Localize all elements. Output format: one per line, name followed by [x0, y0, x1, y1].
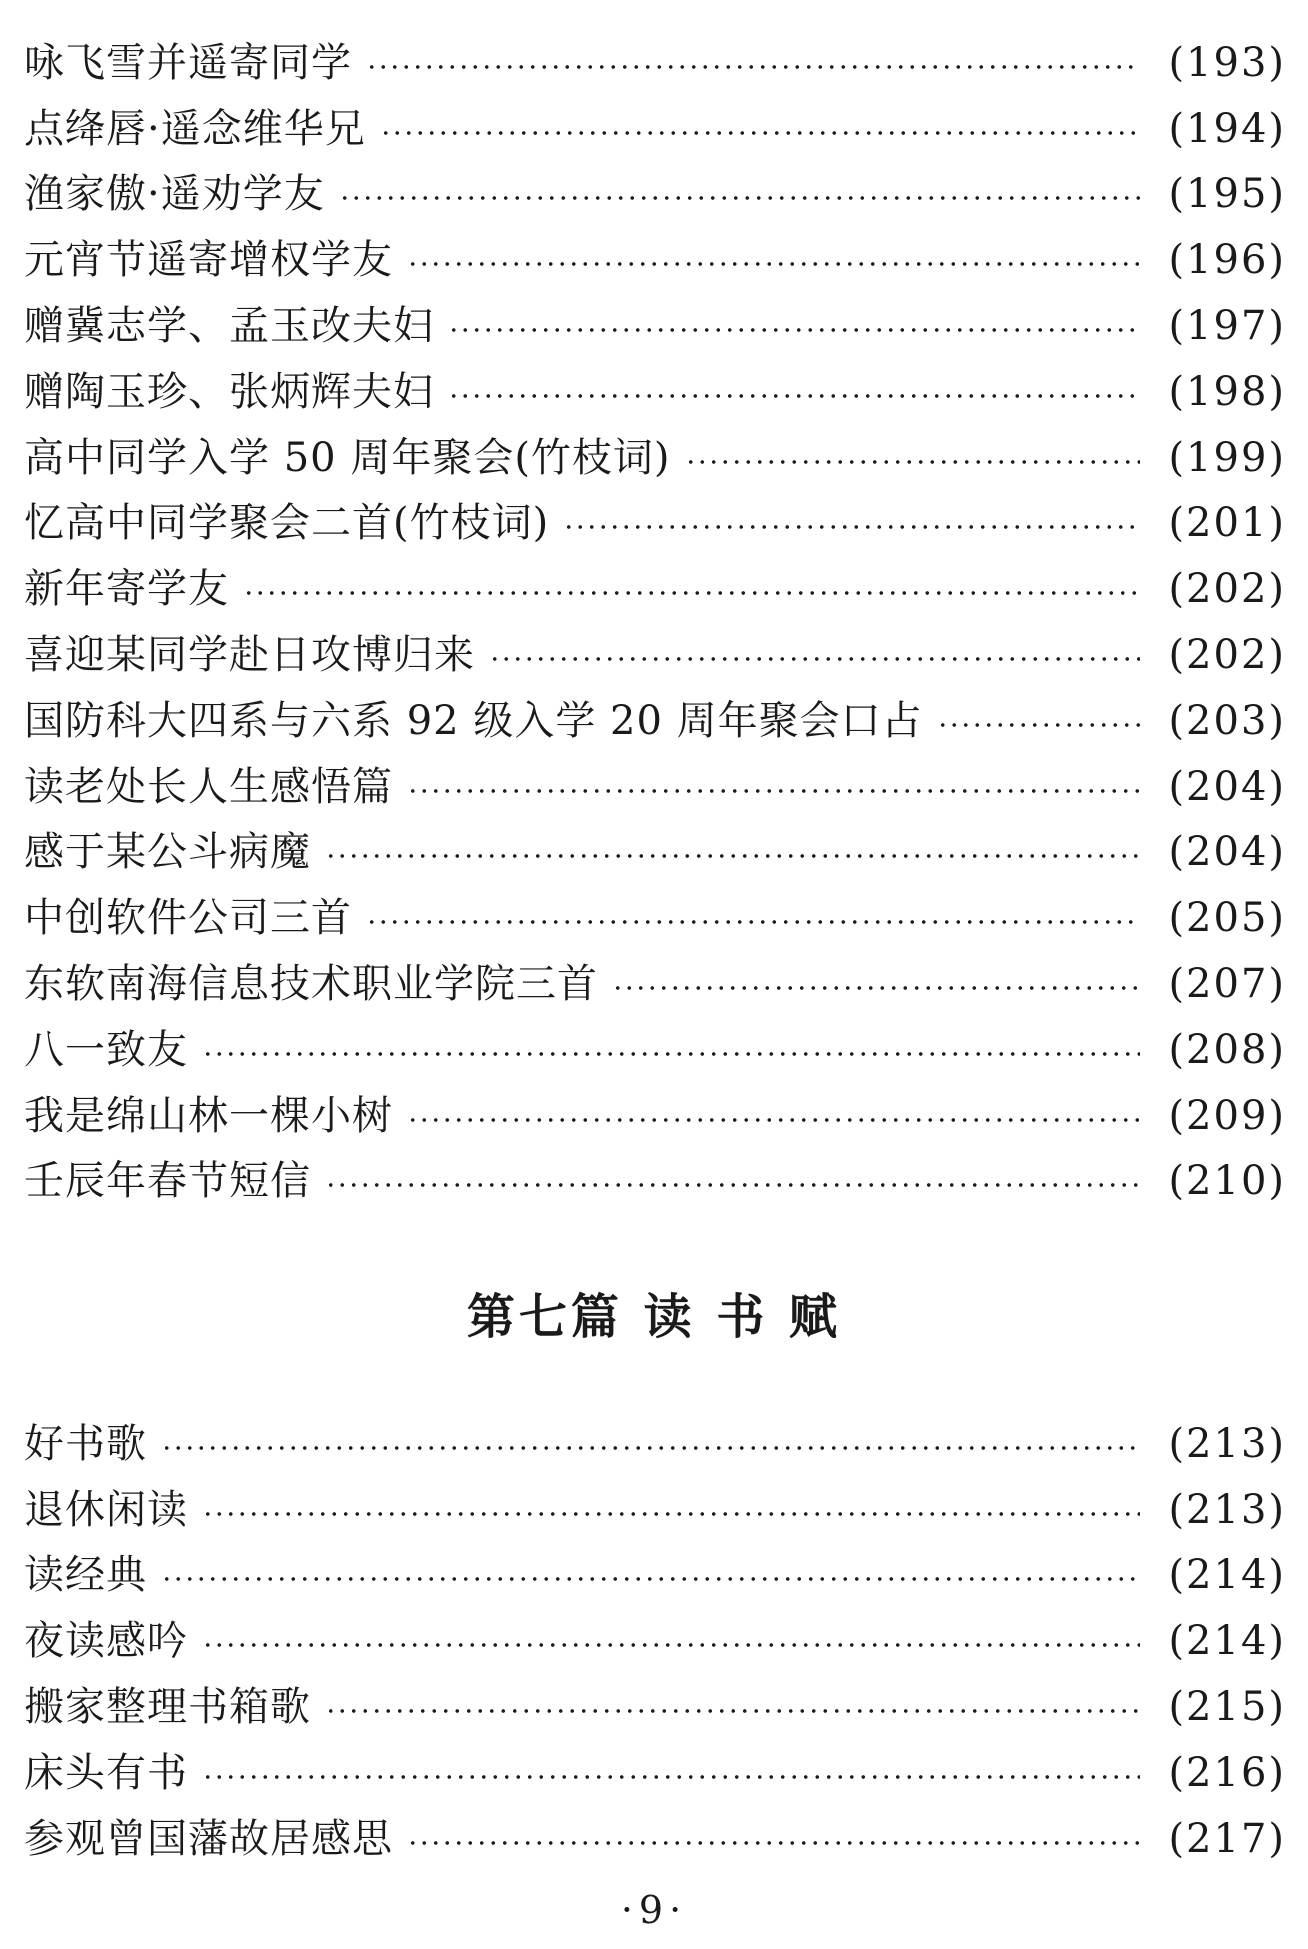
toc-entry-page: (204)	[1168, 829, 1286, 876]
toc-entry	[24, 96, 1286, 162]
toc-entry-page: (213)	[1168, 1420, 1286, 1467]
toc-entry-title: 赠陶玉珍、张炳辉夫妇	[24, 368, 434, 415]
toc-entry	[24, 951, 1286, 1017]
toc-entry	[24, 1608, 1286, 1674]
toc-entry-title: 读老处长人生感悟篇	[24, 763, 393, 810]
toc-entry	[24, 1083, 1286, 1149]
toc-entry-page: (210)	[1168, 1158, 1286, 1205]
toc-entry-page: (197)	[1168, 303, 1286, 350]
toc-entry-page: (207)	[1168, 961, 1286, 1008]
toc-entry	[24, 688, 1286, 754]
dot-leader	[448, 327, 1140, 333]
toc-entry	[24, 1806, 1286, 1872]
toc-entry	[24, 754, 1286, 820]
toc-entry-page: (196)	[1168, 237, 1286, 284]
dot-leader	[325, 1182, 1140, 1188]
toc-entry	[24, 1477, 1286, 1543]
toc-entry-page: (193)	[1168, 39, 1286, 86]
dot-leader	[202, 1774, 1140, 1780]
dot-leader	[202, 1051, 1140, 1057]
dot-leader	[202, 1642, 1140, 1648]
dot-leader	[407, 261, 1140, 267]
dot-leader	[563, 524, 1140, 530]
dot-leader	[339, 195, 1140, 201]
toc-entry-title: 点绛唇·遥念维华兄	[24, 105, 366, 152]
toc-entry-page: (195)	[1168, 171, 1286, 218]
table-of-contents-part2	[24, 1411, 1286, 1872]
toc-entry-title: 渔家傲·遥劝学友	[24, 171, 325, 218]
toc-entry	[24, 293, 1286, 359]
toc-entry	[24, 1149, 1286, 1215]
dot-leader	[407, 788, 1140, 794]
toc-entry	[24, 1740, 1286, 1806]
toc-entry-title: 咏飞雪并遥寄同学	[24, 39, 352, 86]
toc-entry-title: 东软南海信息技术职业学院三首	[24, 961, 598, 1008]
toc-entry-title: 退休闲读	[24, 1486, 188, 1533]
toc-entry	[24, 227, 1286, 293]
dot-leader	[161, 1576, 1140, 1582]
toc-entry-title: 忆高中同学聚会二首(竹枝词)	[24, 500, 550, 547]
toc-entry-title: 壬辰年春节短信	[24, 1158, 311, 1205]
dot-leader	[161, 1445, 1140, 1451]
toc-entry	[24, 556, 1286, 622]
toc-entry-title: 感于某公斗病魔	[24, 829, 311, 876]
toc-entry-title: 中创软件公司三首	[24, 895, 352, 942]
toc-entry	[24, 622, 1286, 688]
toc-entry	[24, 359, 1286, 425]
dot-leader	[685, 459, 1140, 465]
page-number: ·9·	[620, 1888, 688, 1932]
toc-entry-title: 参观曾国藩故居感思	[24, 1815, 393, 1862]
section-heading: 第七篇 读 书 赋	[466, 1289, 842, 1345]
toc-entry-title: 床头有书	[24, 1749, 188, 1796]
dot-leader	[380, 130, 1140, 136]
toc-entry-title: 夜读感吟	[24, 1618, 188, 1665]
toc-entry-page: (202)	[1168, 566, 1286, 613]
toc-entry-title: 搬家整理书箱歌	[24, 1684, 311, 1731]
toc-entry	[24, 491, 1286, 557]
dot-leader	[407, 1840, 1140, 1846]
toc-entry	[24, 30, 1286, 96]
toc-entry	[24, 1543, 1286, 1609]
toc-entry	[24, 162, 1286, 228]
toc-entry	[24, 1411, 1286, 1477]
toc-entry	[24, 885, 1286, 951]
toc-entry-page: (201)	[1168, 500, 1286, 547]
toc-entry-page: (215)	[1168, 1684, 1286, 1731]
table-of-contents-part1	[24, 30, 1286, 1214]
toc-entry-page: (216)	[1168, 1749, 1286, 1796]
dot-leader	[489, 656, 1140, 662]
dot-leader	[407, 1117, 1140, 1123]
dot-leader	[325, 1708, 1140, 1714]
toc-entry-page: (214)	[1168, 1552, 1286, 1599]
toc-entry-title: 高中同学入学 50 周年聚会(竹枝词)	[24, 434, 671, 481]
toc-entry-title: 好书歌	[24, 1420, 147, 1467]
dot-leader	[366, 64, 1140, 70]
toc-entry-title: 八一致友	[24, 1026, 188, 1073]
toc-entry-page: (214)	[1168, 1618, 1286, 1665]
toc-entry-page: (204)	[1168, 763, 1286, 810]
dot-leader	[612, 985, 1140, 991]
dot-leader	[325, 853, 1140, 859]
toc-entry	[24, 820, 1286, 886]
dot-leader	[243, 590, 1140, 596]
toc-entry-page: (213)	[1168, 1486, 1286, 1533]
toc-entry-page: (217)	[1168, 1815, 1286, 1862]
dot-leader	[366, 919, 1140, 925]
toc-entry-title: 国防科大四系与六系 92 级入学 20 周年聚会口占	[24, 697, 923, 744]
toc-entry-title: 我是绵山林一棵小树	[24, 1092, 393, 1139]
toc-entry-title: 读经典	[24, 1552, 147, 1599]
toc-entry-page: (203)	[1168, 697, 1286, 744]
dot-leader	[202, 1511, 1140, 1517]
toc-entry-page: (205)	[1168, 895, 1286, 942]
toc-entry	[24, 1017, 1286, 1083]
toc-entry-title: 元宵节遥寄增权学友	[24, 237, 393, 284]
toc-entry-page: (209)	[1168, 1092, 1286, 1139]
dot-leader	[448, 393, 1140, 399]
toc-entry-page: (208)	[1168, 1026, 1286, 1073]
toc-entry-page: (202)	[1168, 632, 1286, 679]
toc-entry-page: (198)	[1168, 368, 1286, 415]
toc-entry	[24, 1674, 1286, 1740]
dot-leader	[937, 722, 1140, 728]
toc-entry	[24, 425, 1286, 491]
toc-entry-page: (199)	[1168, 434, 1286, 481]
toc-entry-title: 新年寄学友	[24, 566, 229, 613]
toc-entry-title: 赠冀志学、孟玉改夫妇	[24, 303, 434, 350]
toc-entry-page: (194)	[1168, 105, 1286, 152]
toc-entry-title: 喜迎某同学赴日攻博归来	[24, 632, 475, 679]
